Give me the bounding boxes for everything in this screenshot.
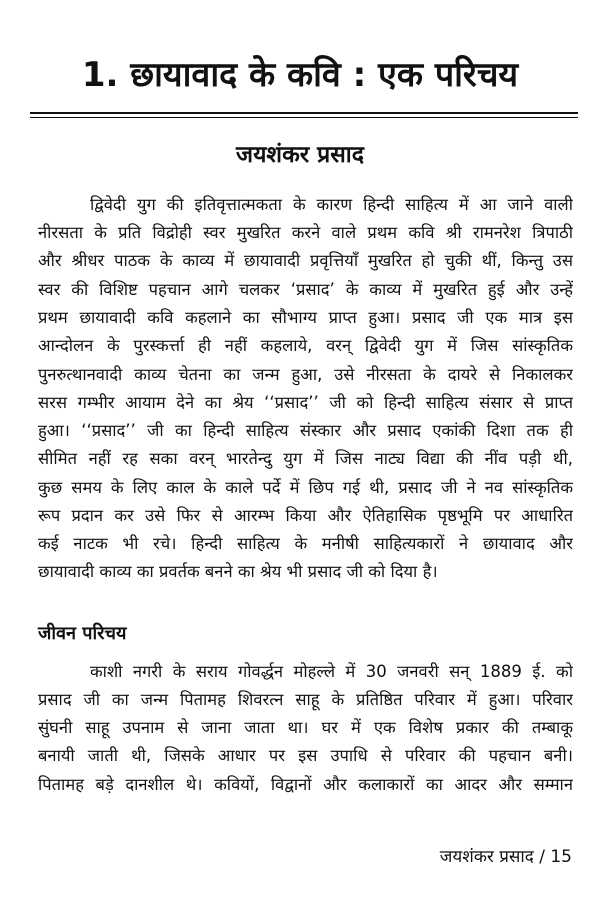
text-line: प्रसाद जी का जन्म पितामह शिवरत्न साहू के प्रतिष्ठित परिवार में हुआ। परिवार [38, 690, 573, 709]
text-line: पुनरुत्थानवादी काव्य चेतना का जन्म हुआ, उसे नीरसता के दायरे से निकालकर [38, 365, 573, 384]
text-line: सरस गम्भीर आयाम देने का श्रेय ‘‘प्रसाद’’ जी को हिन्दी साहित्य संसार से प्राप्त [38, 393, 573, 412]
title-rule-thin [30, 117, 578, 118]
chapter-title: 1. छायावाद के कवि : एक परिचय [81, 55, 519, 95]
text-line: छायावादी काव्य का प्रवर्तक बनने का श्रेय भी प्रसाद जी को दिया है। [38, 562, 438, 581]
text-line: सुंघनी साहू उपनाम से जाना जाता था। घर में एक विशेष प्रकार की तम्बाकू [38, 718, 573, 737]
text-line: प्रथम छायावादी कवि कहलाने का सौभाग्य प्राप्त हुआ। प्रसाद जी एक मात्र इस [38, 308, 573, 327]
page-footer: जयशंकर प्रसाद / 15 [439, 847, 572, 867]
text-line: रूप प्रदान कर उसे फिर से आरम्भ किया और ऐतिहासिक पृष्ठभूमि पर आधारित [38, 506, 573, 525]
text-line: काशी नगरी के सराय गोवर्द्धन मोहल्ले में 30 जनवरी सन् 1889 ई. को [90, 662, 573, 681]
text-line: कुछ समय के लिए काल के काले पर्दे में छिप गई थी, प्रसाद जी ने नव सांस्कृतिक [38, 478, 573, 497]
text-line: स्वर की विशिष्ट पहचान आगे चलकर ‘प्रसाद’ के काव्य में मुखरित हुई और उन्हें [38, 280, 573, 299]
text-line: और श्रीधर पाठक के काव्य में छायावादी प्रवृत्तियाँ मुखरित हो चुकी थीं, किन्तु उस [38, 251, 573, 270]
subheading: जीवन परिचय [38, 623, 127, 644]
text-line: बनायी जाती थी, जिसके आधार पर इस उपाधि से परिवार की पहचान बनी। [38, 746, 573, 765]
text-line: आन्दोलन के पुरस्कर्त्ता ही नहीं कहलाये, वरन् द्विवेदी युग में जिस सांस्कृतिक [38, 336, 573, 355]
text-line: कई नाटक भी रचे। हिन्दी साहित्य के मनीषी साहित्यकारों ने छायावाद और [38, 534, 573, 553]
text-line: हुआ। ‘‘प्रसाद’’ जी का हिन्दी साहित्य संस्कार और प्रसाद एकांकी दिशा तक ही [38, 421, 573, 440]
text-line: नीरसता के प्रति विद्रोही स्वर मुखरित करने वाले प्रथम कवि श्री रामनरेश त्रिपाठी [38, 223, 573, 242]
text-line: पितामह बड़े दानशील थे। कवियों, विद्वानों और कलाकारों का आदर और सम्मान [38, 775, 573, 794]
text-line: सीमित नहीं रह सका वरन् भारतेन्दु युग में जिस नाट्य विद्या की नींव पड़ी थी, [38, 449, 573, 468]
text-line: द्विवेदी युग की इतिवृत्तात्मकता के कारण हिन्दी साहित्य में आ जाने वाली [90, 195, 573, 214]
section-title: जयशंकर प्रसाद [236, 142, 364, 168]
title-rule-thick [30, 112, 578, 114]
